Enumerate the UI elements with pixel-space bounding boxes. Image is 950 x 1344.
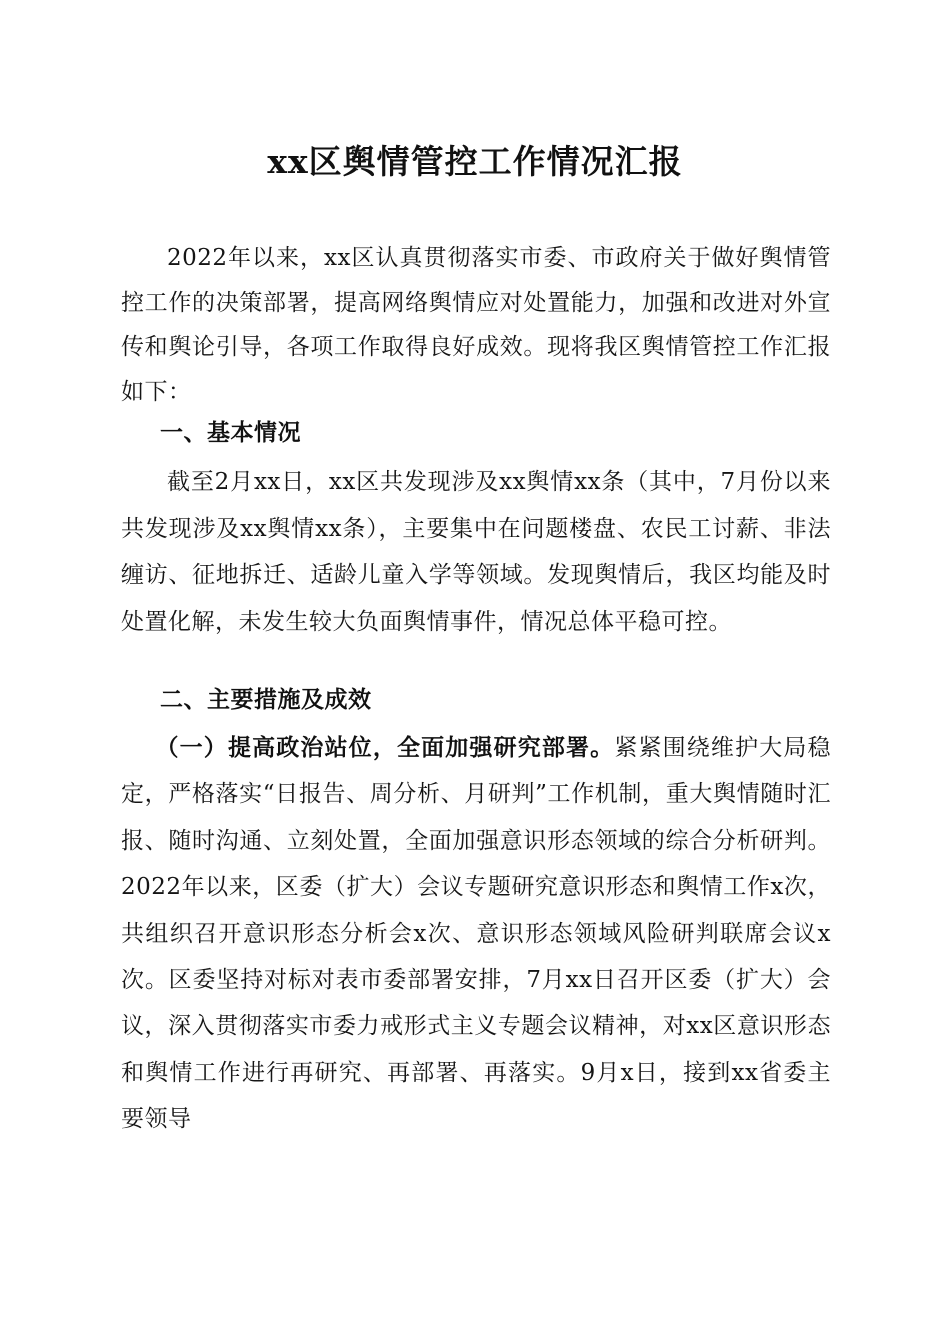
subsection-heading-political-position: （一）提高政治站位，全面加强研究部署。	[155, 734, 615, 761]
intro-paragraph: 2022年以来，xx区认真贯彻落实市委、市政府关于做好舆情管控工作的决策部署，提高网络舆情应对处置能力，加强和改进对外宣传和舆论引导，各项工作取得良好成效。现将我区舆情管控工作汇报如下：	[121, 245, 831, 406]
section-heading-main-measures: 二、主要措施及成效	[160, 687, 372, 713]
basic-situation-paragraph: 截至2月xx日，xx区共发现涉及xx舆情xx条（其中，7月份以来共发现涉及xx舆情xx条），主要集中在问题楼盘、农民工讨薪、非法缠访、征地拆迁、适龄儿童入学等领域。发现舆情后，我区均能及时处置化解，未发生较大负面舆情事件，情况总体平稳可控。	[121, 469, 831, 635]
section-heading-basic-situation: 一、基本情况	[160, 420, 301, 446]
subsection-body: 紧紧围绕维护大局稳定，严格落实“日报告、周分析、月研判”工作机制，重大舆情随时汇报、随时沟通、立刻处置，全面加强意识形态领域的综合分析研判。2022年以来，区委（扩大）会议专题研究意识形态和舆情工作x次，共组织召开意识形态分析会x次、意识形态领域风险研判联席会议x次。区委坚持对标对表市委部署安排，7月xx日召开区委（扩大）会议，深入贯彻落实市委力戒形式主义专题会议精神，对xx区意识形态和舆情工作进行再研究、再部署、再落实。9月x日，接到xx省委主要领导	[121, 735, 832, 1133]
measures-paragraph	[121, 725, 831, 1143]
document-title: xx区舆情管控工作情况汇报	[267, 142, 683, 181]
